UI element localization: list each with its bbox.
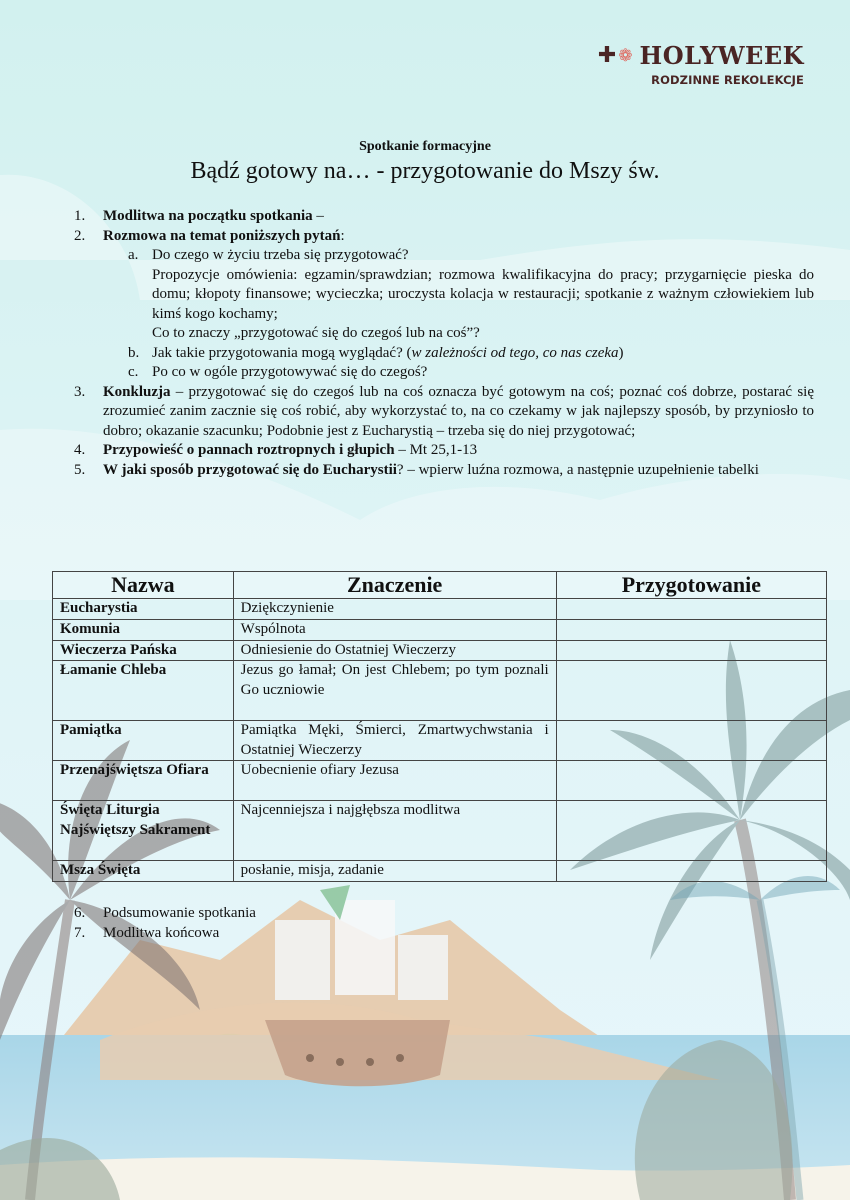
agenda-item-3	[74, 383, 814, 442]
item-number: 7.	[74, 925, 86, 941]
item-heading: Modlitwa na początku spotkania	[103, 208, 313, 224]
question-text: Jak takie przygotowania mogą wyglądać? (	[152, 344, 412, 361]
cell-meaning: Odniesienie do Ostatniej Wieczerzy	[233, 640, 556, 661]
table-header-row	[53, 572, 827, 599]
column-header-name: Nazwa	[53, 572, 234, 599]
cell-preparation[interactable]	[556, 640, 826, 661]
agenda-item-5	[74, 461, 814, 481]
cell-preparation[interactable]	[556, 599, 826, 620]
cell-meaning: Jezus go łamał; On jest Chlebem; po tym poznali Go uczniowie	[233, 661, 556, 721]
question-list	[74, 246, 814, 383]
cell-name: Msza Święta	[53, 861, 234, 882]
cell-meaning: Pamiątka Męki, Śmierci, Zmartwychwstania i Ostatniej Wieczerzy	[233, 721, 556, 761]
agenda-item-7	[74, 923, 256, 943]
question-a	[128, 246, 814, 266]
question-a-proposals: Propozycje omówienia: egzamin/sprawdzian; rozmowa kwalifikacyjna do pracy; przygarnięcie pieska do domu; kłopoty finansowe; wycieczka; uroczysta kolacja w restauracji; spotkanie z ważnym człowiekiem lub kimś kogo kochamy;	[152, 266, 814, 322]
logo-title: HOLYWEEK	[639, 41, 804, 70]
cell-preparation[interactable]	[556, 801, 826, 861]
cell-name: Łamanie Chleba	[53, 661, 234, 721]
agenda-item-2	[74, 227, 814, 247]
ships-wheel-icon: ❁	[618, 45, 633, 66]
agenda-item-4	[74, 441, 814, 461]
item-text: – przygotować się do czegoś lub na coś oznacza być gotowym na coś; poznać coś dobrze, postarać się zrozumieć zanim zacznie się coś robić, aby wykorzystać to, na co czekamy w jak najlepszy sposób, by przyniosło to dobro; okazanie szacunku; Podobnie jest z Eucharystią – trzeba się do niej przygotować;	[103, 383, 814, 439]
table-row	[53, 599, 827, 620]
document-kicker: Spotkanie formacyjne	[359, 139, 491, 154]
item-heading: Konkluzja	[103, 383, 171, 400]
question-text: Po co w ogóle przygotowywać się do czegoś?	[152, 364, 428, 380]
item-heading: Rozmowa na temat poniższych pytań	[103, 227, 341, 244]
agenda-item-6	[74, 903, 256, 923]
item-text: Modlitwa końcowa	[103, 925, 220, 941]
agenda-list	[74, 207, 814, 480]
cell-preparation[interactable]	[556, 620, 826, 641]
table-row	[53, 640, 827, 661]
item-text: – Mt 25,1-13	[394, 442, 478, 458]
item-text: :	[340, 227, 345, 244]
cell-name: Święta Liturgia Najświętszy Sakrament	[53, 801, 234, 861]
table-row	[53, 661, 827, 721]
item-number: 1.	[74, 208, 86, 224]
cell-meaning: Wspólnota	[233, 620, 556, 641]
cell-preparation[interactable]	[556, 721, 826, 761]
question-letter: b.	[128, 344, 140, 361]
question-letter: c.	[128, 364, 139, 380]
item-heading: W jaki sposób przygotować się do Eucharystii	[103, 461, 397, 478]
cell-meaning: Uobecnienie ofiary Jezusa	[233, 761, 556, 801]
cell-preparation[interactable]	[556, 761, 826, 801]
cell-name: Komunia	[53, 620, 234, 641]
cell-meaning: posłanie, misja, zadanie	[233, 861, 556, 882]
closing-list	[74, 903, 256, 943]
item-text: –	[312, 208, 324, 224]
cell-meaning: Dziękczynienie	[233, 599, 556, 620]
cross-icon: ✚	[597, 43, 617, 68]
cell-preparation[interactable]	[556, 861, 826, 882]
cell-name: Przenajświętsza Ofiara	[53, 761, 234, 801]
logo-subtitle: RODZINNE REKOLEKCJE	[651, 73, 804, 87]
cell-preparation[interactable]	[556, 661, 826, 721]
eucharist-names-table	[52, 571, 827, 882]
question-b	[128, 344, 814, 364]
item-number: 6.	[74, 905, 86, 921]
holyweek-logo	[597, 41, 804, 87]
question-letter: a.	[128, 247, 139, 263]
agenda-item-1	[74, 207, 814, 227]
table-row	[53, 721, 827, 761]
table-row	[53, 801, 827, 861]
table-row	[53, 620, 827, 641]
question-close: )	[618, 344, 624, 361]
column-header-preparation: Przygotowanie	[556, 572, 826, 599]
item-heading: Przypowieść o pannach roztropnych i głupich	[103, 442, 395, 458]
table-row	[53, 761, 827, 801]
table-row	[53, 861, 827, 882]
item-number: 2.	[74, 227, 86, 244]
column-header-meaning: Znaczenie	[233, 572, 556, 599]
cell-meaning: Najcenniejsza i najgłębsza modlitwa	[233, 801, 556, 861]
item-text: ? – wpierw luźna rozmowa, a następnie uzupełnienie tabelki	[396, 461, 759, 478]
question-a-followup: Co to znaczy „przygotować się do czegoś lub na coś”?	[152, 325, 480, 341]
question-text: Do czego w życiu trzeba się przygotować?	[152, 247, 409, 263]
question-c	[128, 363, 814, 383]
item-number: 4.	[74, 442, 86, 458]
item-number: 5.	[74, 461, 86, 478]
item-number: 3.	[74, 383, 86, 400]
cell-name: Pamiątka	[53, 721, 234, 761]
cell-name: Wieczerza Pańska	[53, 640, 234, 661]
item-text: Podsumowanie spotkania	[103, 905, 256, 921]
document-title: Bądź gotowy na… - przygotowanie do Mszy św.	[190, 158, 660, 184]
cell-name: Eucharystia	[53, 599, 234, 620]
question-note: w zależności od tego, co nas czeka	[411, 344, 619, 361]
